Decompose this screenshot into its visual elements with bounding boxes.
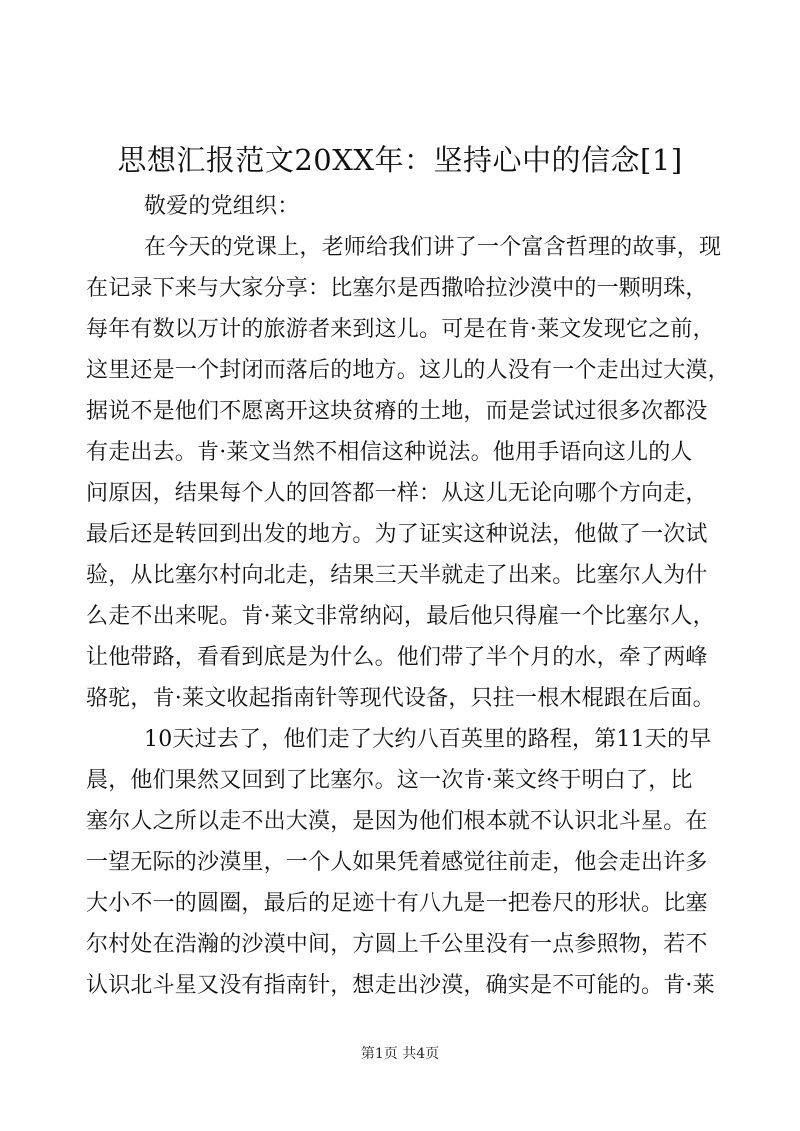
paragraph-line: 让他带路，看看到底是为什么。他们带了半个月的水，牵了两峰 <box>86 645 708 670</box>
paragraph-line: 认识北斗星又没有指南针，想走出沙漠，确实是不可能的。肯·莱 <box>86 973 715 998</box>
paragraph-line: 10天过去了，他们走了大约八百英里的路程，第11天的早 <box>144 727 712 752</box>
paragraph-line: 据说不是他们不愿离开这块贫瘠的土地，而是尝试过很多次都没 <box>86 399 708 424</box>
paragraph-line: 骆驼，肯·莱文收起指南针等现代设备，只拄一根木棍跟在后面。 <box>86 686 715 711</box>
paragraph-line: 最后还是转回到出发的地方。为了证实这种说法，他做了一次试 <box>86 522 708 547</box>
paragraph-line: 一望无际的沙漠里，一个人如果凭着感觉往前走，他会走出许多 <box>86 850 708 875</box>
document-title: 思想汇报范文20XX年：坚持心中的信念[1] <box>117 143 683 177</box>
paragraph-line: 晨，他们果然又回到了比塞尔。这一次肯·莱文终于明白了，比 <box>86 768 693 793</box>
paragraph-line: 大小不一的圆圈，最后的足迹十有八九是一把卷尺的形状。比塞 <box>86 891 708 916</box>
page-footer: 第1页 共4页 <box>360 1046 440 1062</box>
paragraph-line: 验，从比塞尔村向北走，结果三天半就走了出来。比塞尔人为什 <box>86 563 708 588</box>
paragraph-line: 尔村处在浩瀚的沙漠中间，方圆上千公里没有一点参照物，若不 <box>86 932 708 957</box>
salutation-line: 敬爱的党组织： <box>144 194 300 219</box>
paragraph-line: 在今天的党课上，老师给我们讲了一个富含哲理的故事，现 <box>144 235 722 260</box>
paragraph-line: 有走出去。肯·莱文当然不相信这种说法。他用手语向这儿的人 <box>86 440 693 465</box>
paragraph-line: 在记录下来与大家分享：比塞尔是西撒哈拉沙漠中的一颗明珠， <box>86 276 708 301</box>
paragraph-line: 每年有数以万计的旅游者来到这儿。可是在肯·莱文发现它之前， <box>86 317 715 342</box>
paragraph-line: 问原因，结果每个人的回答都一样：从这儿无论向哪个方向走， <box>86 481 708 506</box>
paragraph-line: 塞尔人之所以走不出大漠，是因为他们根本就不认识北斗星。在 <box>86 809 708 834</box>
paragraph-line: 么走不出来呢。肯·莱文非常纳闷，最后他只得雇一个比塞尔人， <box>86 604 715 629</box>
paragraph-line: 这里还是一个封闭而落后的地方。这儿的人没有一个走出过大漠， <box>86 358 730 383</box>
document-body <box>86 186 730 1006</box>
